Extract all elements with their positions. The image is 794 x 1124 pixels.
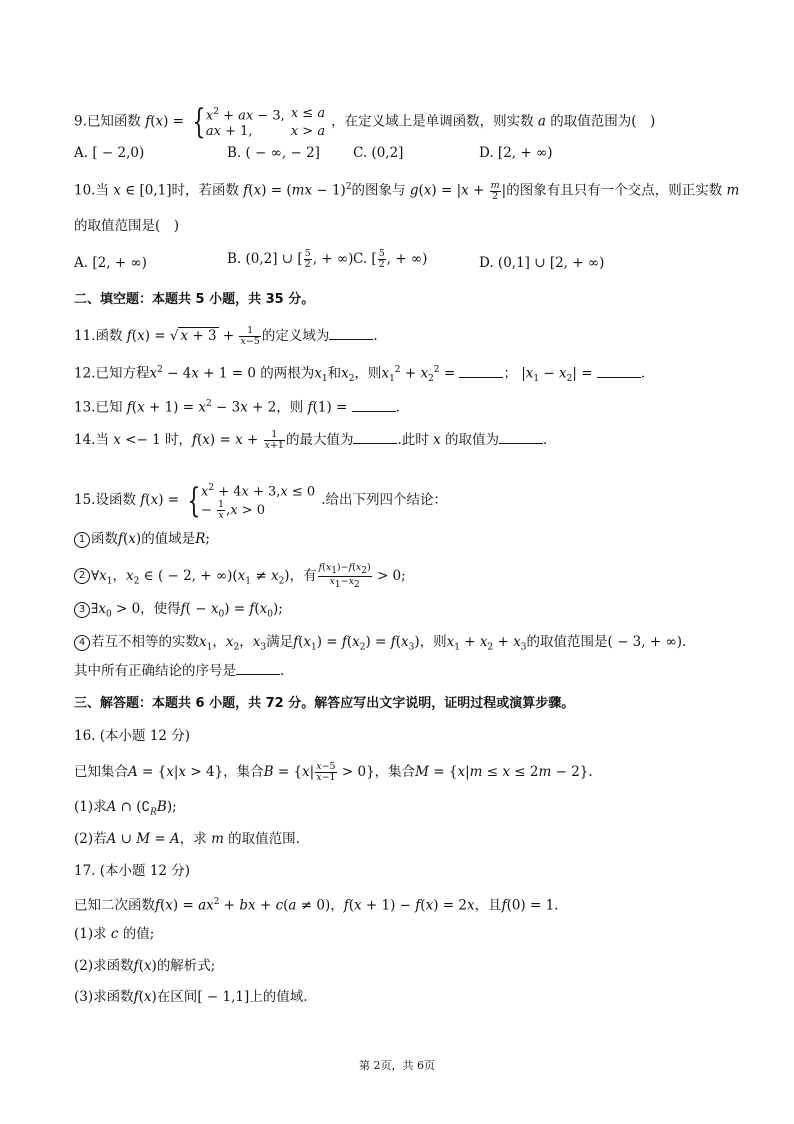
q12-blank-2 bbox=[597, 365, 641, 378]
q9-option-d: D. [2, + ∞) bbox=[479, 145, 553, 161]
q10-option-a: A. [2, + ∞) bbox=[74, 255, 147, 271]
q16-title: 16. (本小题 12 分) bbox=[74, 728, 191, 744]
q12: 12.已知方程$x^2 - 4x + 1 = 0$ 的两根为$x_1$和$x_2$，则$x_1^2 + x_2^2$ = ； $|x_1 - x_2|$ = . bbox=[74, 365, 646, 385]
q12-blank-1 bbox=[459, 365, 503, 378]
q16-part-2: (2)若A ∪ M = A，求 m 的取值范围. bbox=[74, 831, 300, 847]
q15-stem: 15.设函数 f(x) = { $x^2 + 4x + 3,x \le 0$ − $\frac{1}{x}$ ,x > 0.给出下列四个结论： bbox=[74, 480, 447, 522]
q15-conclusion-1: 1 函数f(x)的值域是R; bbox=[74, 530, 210, 548]
q14-blank-2 bbox=[499, 431, 543, 444]
q10-option-d: D. (0,1] ∪ [2, + ∞) bbox=[479, 255, 605, 271]
q9-option-c: C. (0,2] bbox=[353, 145, 404, 161]
q9-stem: 9.已知函数 f(x) = { $x^2$ + ax − 3, x ≤ a ax + 1, x > a，在定义域上是单调函数，则实数 a 的取值范围为( ) bbox=[74, 102, 656, 143]
q14-blank-1 bbox=[353, 431, 397, 444]
q13: 13.已知 $f(x + 1) = x^2 - 3x + 2$，则 f(1) = . bbox=[74, 399, 400, 416]
q17-part-2: (2)求函数f(x)的解析式; bbox=[74, 958, 216, 974]
section-3-heading: 三、解答题：本题共 6 小题，共 72 分。解答应写出文字说明，证明过程或演算步骤。 bbox=[74, 696, 575, 711]
q10-option-b: B. (0,2] ∪ [ $\frac{5}{2}$ , + ∞) bbox=[227, 248, 354, 270]
q17-title: 17. (本小题 12 分) bbox=[74, 863, 191, 879]
q11: 11.函数 f(x) = √ x + 3 + $\frac{1}{x-5}$ 的定义域为 . bbox=[74, 325, 378, 347]
q13-blank bbox=[352, 399, 396, 412]
q17-part-3: (3)求函数f(x)在区间[ − 1,1]上的值域. bbox=[74, 989, 308, 1005]
q9-option-b: B. ( − ∞, − 2] bbox=[227, 145, 320, 161]
q17-stem: 已知二次函数$f(x) = ax^2$ + bx + c(a ≠ 0)，f(x + 1) − f(x) = 2x，且f(0) = 1. bbox=[74, 897, 559, 914]
q16-part-1: (1)求A ∩ $(∁_RB)$; bbox=[74, 799, 177, 818]
q11-blank bbox=[329, 327, 373, 340]
q10-option-c: C. [ $\frac{5}{2}$ , + ∞) bbox=[353, 248, 428, 270]
section-2-heading: 二、填空题：本题共 5 小题，共 35 分。 bbox=[74, 292, 315, 307]
q10-stem: 10.当 x ∈ [0,1]时，若函数 f(x) = (mx − 1)$^2$的图象与 g(x) = |x + $\frac{m}{2}$ |的图象有且只有一个交点，则正实数 m bbox=[74, 179, 740, 202]
q15-answer: 其中所有正确结论的序号是 . bbox=[74, 663, 285, 679]
q16-stem: 已知集合A = {x|x > 4}，集合B = {x| $\frac{x-5}{x-1}$ > 0}，集合M = {x|m ≤ x ≤ 2m − 2}. bbox=[74, 761, 593, 783]
q15-conclusion-3: 3 $\exists x_0 > 0$，使得$f( - x_0) = f(x_0)$; bbox=[74, 600, 283, 624]
q9-option-a: A. [ − 2,0) bbox=[74, 145, 145, 161]
page-footer: 第 2页，共 6页 bbox=[359, 1059, 435, 1072]
q17-part-1: (1)求 c 的值; bbox=[74, 926, 155, 942]
q15-conclusion-4: 4 若互不相等的实数$x_1$，$x_2$，$x_3$满足$f(x_1) = f(x_2) = f(x_3)$，则$x_1 + x_2 + x_3$的取值范围是( − 3, + ∞). bbox=[74, 633, 686, 657]
q10-stem-2: 的取值范围是( ) bbox=[74, 218, 180, 234]
q14: 14.当 x <− 1 时，f(x) = x + $\frac{1}{x+1}$ 的最大值为 .此时 x 的取值为 . bbox=[74, 429, 548, 451]
q15-conclusion-2: 2 $\forall x_1$，$x_2$ ∈ ( − 2, + $\infty)(x_1 \ne x_2)$，有 $\frac{f(x_1)-f(x_2)}{x_1-x_2}$ > 0; bbox=[74, 563, 406, 591]
q15-blank bbox=[236, 662, 280, 675]
